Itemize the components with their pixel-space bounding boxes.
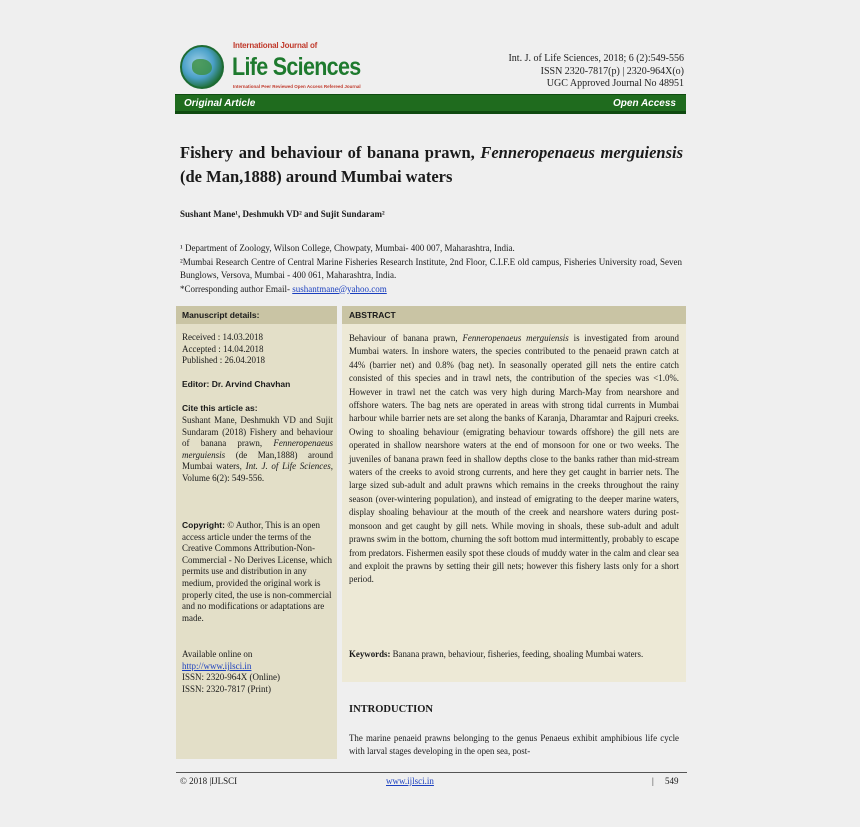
- journal-name: Life Sciences: [232, 53, 361, 81]
- abstract-heading: ABSTRACT: [342, 306, 686, 324]
- issn-print: ISSN: 2320-7817 (Print): [182, 683, 272, 694]
- abstract-start: Behaviour of banana prawn,: [349, 333, 463, 343]
- article-type-bar: [175, 94, 686, 114]
- journal-prefix: International Journal of: [233, 41, 318, 50]
- cite-heading-text: Cite this article as:: [182, 403, 258, 413]
- cite-part-1: Sushant Mane, Deshmukh VD and Sujit Sundaram (2018) Fishery and behaviour of banana prawn,: [182, 415, 333, 449]
- introduction-heading: INTRODUCTION: [349, 704, 434, 715]
- manuscript-details-heading: Manuscript details:: [176, 306, 337, 324]
- title-text-end: (de Man,1888) around Mumbai waters: [180, 167, 453, 186]
- journal-tagline: International Peer Reviewed Open Access Refereed Journal: [233, 84, 361, 89]
- author-list: Sushant Mane¹, Deshmukh VD² and Sujit Sundaram²: [180, 209, 385, 219]
- affiliation-2: ²Mumbai Research Centre of Central Marine Fisheries Research Institute, 2nd Floor, C.I.F.E old campus, Fisheries University road, Seven Bunglows, Versova, Mumbai - 400 061, Maharashtra, India.: [180, 256, 682, 280]
- corresponding-email-link[interactable]: sushantmane@yahoo.com: [292, 283, 387, 294]
- footer-site-link[interactable]: www.ijlsci.in: [386, 776, 434, 786]
- corresponding-label: *Corresponding author Email-: [180, 283, 293, 294]
- keywords-text: Banana prawn, behaviour, fisheries, feeding, shoaling Mumbai waters.: [390, 649, 644, 659]
- introduction-text: The marine penaeid prawns belonging to the genus Penaeus exhibit amphibious life cycle with larval stages developing in the open sea, post-: [349, 733, 679, 757]
- footer-divider: [176, 772, 687, 773]
- affiliations: [180, 242, 682, 296]
- availability-block: [182, 649, 333, 695]
- issn-online: ISSN: 2320-964X (Online): [182, 672, 280, 683]
- abstract-body: is investigated from around Mumbai waters. In inshore waters, the species contributed to the penaeid prawn catch at 44% (barrier net) and 0.8% (bag net). In seasonally operated gill nets the entire catch consisted of this species and in trawl nets, the contribution of the species was <1.0%. However in trawl net the catch was very high during March-May from nearshore and offshore waters. The bag nets are operated in areas with strong tidal currents in Mumbai harbour while barrier nets are set along the banks of Karanja, Dharamtar and Rajpuri creeks. Owing to shoaling behaviour (emigrating behaviour towards offshore) the gill nets are operated in shallow nearshore waters at the end of monsoon for one or two weeks. The juveniles of banana prawn feed in shallow depths close to the banks rather than mid-stream waters of the creeks to avoid strong currents, and here they get caught in barrier nets. The large sized sub-adult and adult prawns which remains in the creeks throughout the rainy season (over-wintering population), and instead of emigrating to the deeper marine waters, display shoaling behaviour at the mouth of the creek and nearshore waters during post-monsoon and get caught by gill nets. While moving in shoals, these sub-adult and adult prawns swim in the bottom, churning the soft bottom mud intermittently, probably to escape from predators. Fishermen easily spot these clouds of muddy water in the calm and clear sea and exploit the prawns by setting their gill nets; however this fishery lasts only for a short period.: [349, 333, 679, 585]
- page-number: | 549: [652, 776, 679, 786]
- accepted-date: Accepted : 14.04.2018: [182, 343, 264, 354]
- cite-text: [182, 415, 333, 485]
- title-species: Fenneropenaeus merguiensis: [480, 143, 683, 162]
- citation-line-3: UGC Approved Journal No 48951: [546, 78, 684, 89]
- cite-part-3: Volume 6(2): 549-556.: [182, 472, 265, 483]
- copyright-text: © Author, This is an open access article under the terms of the Creative Commons Attribution-Non-Commercial - No Derives License, which permits use and distribution in any medium, provided the original work is properly cited, the use is non-commercial and no modifications or adaptations are made.: [182, 520, 332, 623]
- keywords: [349, 648, 679, 661]
- access-type: Open Access: [613, 98, 676, 109]
- manuscript-details-panel: [176, 306, 337, 759]
- title-text: Fishery and behaviour of banana prawn,: [180, 143, 481, 162]
- citation-line-2: ISSN 2320-7817(p) | 2320-964X(o): [540, 65, 684, 77]
- article-type: Original Article: [184, 98, 256, 109]
- citation-line-1: Int. J. of Life Sciences, 2018; 6 (2):549-556: [508, 53, 684, 64]
- editor-line: [182, 379, 333, 391]
- cite-journal: Int. J. of Life Sciences,: [245, 461, 333, 472]
- editor-name: Editor: Dr. Arvind Chavhan: [182, 379, 291, 389]
- keywords-label: Keywords:: [349, 649, 391, 659]
- cite-heading: [182, 403, 333, 415]
- footer-copyright: © 2018 |IJLSCI: [180, 776, 238, 786]
- available-online: Available online on: [182, 649, 253, 659]
- affiliation-1: ¹ Department of Zoology, Wilson College, Chowpaty, Mumbai- 400 007, Maharashtra, India.: [180, 243, 515, 253]
- published-date: Published : 26.04.2018: [182, 355, 266, 366]
- cite-species: Fenneropenaeus merguiensis: [182, 438, 333, 460]
- corresponding-author: [180, 283, 682, 297]
- citation-info: [508, 53, 684, 91]
- copyright-label: Copyright:: [182, 520, 225, 530]
- abstract-text: [349, 332, 679, 587]
- copyright-block: [182, 520, 333, 624]
- website-link[interactable]: http://www.ijlsci.in: [182, 660, 252, 671]
- abstract-species: Fenneropenaeus merguiensis: [462, 333, 569, 343]
- received-date: Received : 14.03.2018: [182, 332, 263, 342]
- paper-title: [180, 141, 683, 189]
- globe-logo-icon: [180, 45, 224, 89]
- cite-part-2: (de Man,1888) around Mumbai waters,: [182, 449, 333, 472]
- dates-block: [182, 332, 333, 367]
